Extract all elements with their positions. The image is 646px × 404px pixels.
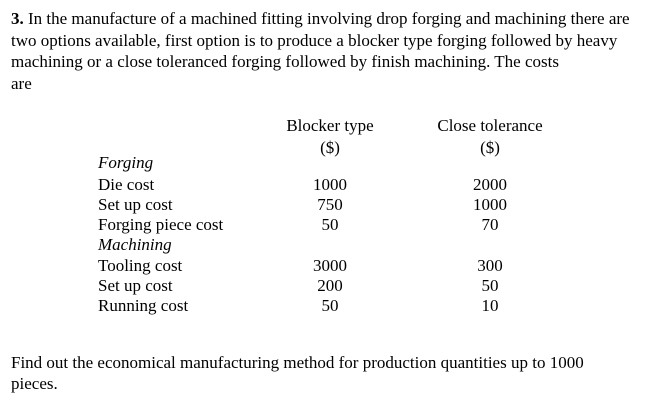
cell-running-blocker: 50 [321, 296, 339, 315]
cell-forging-piece-blocker: 50 [321, 215, 339, 234]
section-forging: Forging [98, 153, 154, 172]
cell-machining-setup-blocker: 200 [317, 276, 343, 295]
cell-running-close: 10 [481, 296, 499, 315]
question-footer: Find out the economical manufacturing method for production quantities up to 1000 pieces. [11, 353, 584, 393]
question-intro [11, 8, 641, 73]
column-title-blocker: Blocker type [286, 116, 374, 135]
row-label-die-cost: Die cost [98, 175, 155, 194]
column-header-close [415, 115, 565, 158]
cell-forging-setup-blocker: 750 [317, 195, 343, 214]
cell-machining-setup-close: 50 [481, 276, 499, 295]
row-label-machining-setup-cost: Set up cost [98, 276, 173, 295]
cell-forging-piece-close: 70 [481, 215, 499, 234]
cell-die-cost-close: 2000 [473, 175, 507, 194]
cell-die-cost-blocker: 1000 [313, 175, 347, 194]
column-header-blocker [270, 115, 390, 158]
row-label-running-cost: Running cost [98, 296, 189, 315]
cell-forging-setup-close: 1000 [473, 195, 507, 214]
column-unit-blocker: ($) [320, 138, 340, 157]
question-intro-text: In the manufacture of a machined fitting involving drop forging and machining there are two options available, first option is to produce a blocker type forging followed by heavy machining or a close toleranced forging followed by finish machining. The costs [11, 9, 630, 72]
row-label-tooling-cost: Tooling cost [98, 256, 183, 275]
question-intro-tail: are [11, 74, 32, 93]
row-label-forging-setup-cost: Set up cost [98, 195, 173, 214]
column-unit-close: ($) [480, 138, 500, 157]
cell-tooling-blocker: 3000 [313, 256, 347, 275]
section-machining: Machining [98, 235, 172, 254]
cell-tooling-close: 300 [477, 256, 503, 275]
column-title-close: Close tolerance [437, 116, 543, 135]
question-number: 3. [11, 9, 24, 28]
row-label-forging-piece-cost: Forging piece cost [98, 215, 224, 234]
